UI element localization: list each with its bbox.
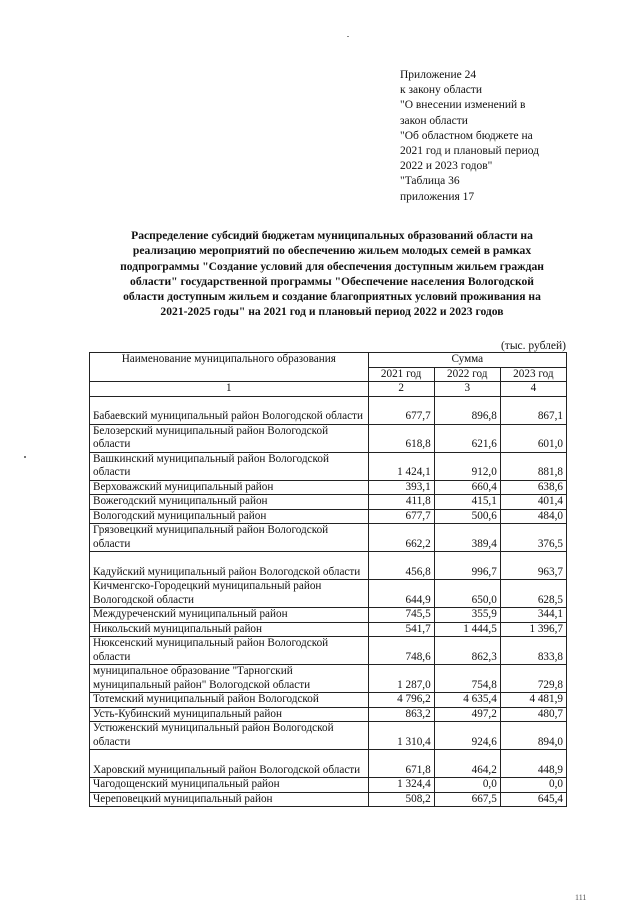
value-2022: 667,5 bbox=[434, 792, 500, 807]
subsidy-table bbox=[89, 352, 567, 807]
value-2021: 745,5 bbox=[368, 608, 434, 623]
value-2021: 644,9 bbox=[368, 580, 434, 608]
header-name: Наименование муниципального образования bbox=[90, 353, 369, 382]
value-2023: 729,8 bbox=[500, 665, 566, 693]
page-number: 111 bbox=[575, 893, 587, 902]
title-line: реализацию мероприятий по обеспечению жильем молодых семей в рамках bbox=[132, 244, 532, 258]
table-row bbox=[90, 750, 567, 778]
appendix-line: 2022 и 2023 годов" bbox=[400, 160, 493, 173]
value-2023: 628,5 bbox=[500, 580, 566, 608]
title-line: 2021-2025 годы" на 2021 год и плановый период 2022 и 2023 годов bbox=[160, 305, 504, 319]
value-2021: 1 424,1 bbox=[368, 452, 434, 480]
unit-label: (тыс. рублей) bbox=[500, 340, 566, 352]
table-row bbox=[90, 722, 567, 750]
municipality-name: Белозерский муниципальный район Вологодской области bbox=[90, 424, 369, 452]
table-row bbox=[90, 495, 567, 510]
table-colnum-row bbox=[90, 382, 567, 397]
value-2021: 456,8 bbox=[368, 552, 434, 580]
value-2021: 1 287,0 bbox=[368, 665, 434, 693]
table-row bbox=[90, 792, 567, 807]
municipality-name: Междуреченский муниципальный район bbox=[90, 608, 369, 623]
municipality-name: Вологодский муниципальный район bbox=[90, 509, 369, 524]
appendix-line: "Таблица 36 bbox=[400, 175, 460, 188]
appendix-line: 2021 год и плановый период bbox=[400, 145, 539, 158]
appendix-line: приложения 17 bbox=[400, 190, 475, 203]
table-row bbox=[90, 524, 567, 552]
table-row bbox=[90, 580, 567, 608]
municipality-name: Усть-Кубинский муниципальный район bbox=[90, 707, 369, 722]
value-2021: 671,8 bbox=[368, 750, 434, 778]
municipality-name: Вожегодский муниципальный район bbox=[90, 495, 369, 510]
value-2021: 508,2 bbox=[368, 792, 434, 807]
title-line: области доступным жильем и создание благоприятных условий проживания на bbox=[123, 290, 541, 304]
municipality-name: Тотемский муниципальный район Вологодской bbox=[90, 693, 369, 708]
title-line: подпрограммы "Создание условий для обеспечения доступным жильем граждан bbox=[120, 259, 544, 273]
header-year-2021: 2021 год bbox=[368, 367, 434, 382]
table-row bbox=[90, 509, 567, 524]
value-2023: 344,1 bbox=[500, 608, 566, 623]
scan-speck bbox=[24, 456, 26, 458]
value-2022: 355,9 bbox=[434, 608, 500, 623]
value-2021: 411,8 bbox=[368, 495, 434, 510]
value-2022: 754,8 bbox=[434, 665, 500, 693]
municipality-name: Верховажский муниципальный район bbox=[90, 480, 369, 495]
table-row bbox=[90, 552, 567, 580]
colnum-3: 3 bbox=[434, 382, 500, 397]
value-2022: 862,3 bbox=[434, 637, 500, 665]
header-sum: Сумма bbox=[368, 353, 566, 368]
value-2021: 677,7 bbox=[368, 396, 434, 424]
value-2022: 660,4 bbox=[434, 480, 500, 495]
value-2022: 415,1 bbox=[434, 495, 500, 510]
value-2022: 912,0 bbox=[434, 452, 500, 480]
table-row bbox=[90, 693, 567, 708]
table-row bbox=[90, 665, 567, 693]
value-2021: 748,6 bbox=[368, 637, 434, 665]
table-row bbox=[90, 480, 567, 495]
municipality-name: Бабаевский муниципальный район Вологодской области bbox=[90, 396, 369, 424]
municipality-name: муниципальное образование "Тарногский муниципальный район" Вологодской области bbox=[90, 665, 369, 693]
value-2023: 376,5 bbox=[500, 524, 566, 552]
table-row bbox=[90, 452, 567, 480]
municipality-name: Грязовецкий муниципальный район Вологодской области bbox=[90, 524, 369, 552]
value-2021: 677,7 bbox=[368, 509, 434, 524]
value-2023: 867,1 bbox=[500, 396, 566, 424]
value-2023: 963,7 bbox=[500, 552, 566, 580]
value-2023: 894,0 bbox=[500, 722, 566, 750]
value-2022: 464,2 bbox=[434, 750, 500, 778]
table-row bbox=[90, 396, 567, 424]
colnum-2: 2 bbox=[368, 382, 434, 397]
value-2021: 393,1 bbox=[368, 480, 434, 495]
municipality-name: Устюженский муниципальный район Вологодской области bbox=[90, 722, 369, 750]
value-2023: 1 396,7 bbox=[500, 622, 566, 637]
value-2022: 497,2 bbox=[434, 707, 500, 722]
value-2022: 0,0 bbox=[434, 778, 500, 793]
value-2021: 541,7 bbox=[368, 622, 434, 637]
table-row bbox=[90, 608, 567, 623]
value-2022: 650,0 bbox=[434, 580, 500, 608]
value-2022: 621,6 bbox=[434, 424, 500, 452]
appendix-line: "Об областном бюджете на bbox=[400, 129, 533, 142]
table-row bbox=[90, 778, 567, 793]
value-2022: 924,6 bbox=[434, 722, 500, 750]
header-year-2022: 2022 год bbox=[434, 367, 500, 382]
document-title bbox=[92, 228, 572, 320]
header-year-2023: 2023 год bbox=[500, 367, 566, 382]
colnum-1: 1 bbox=[90, 382, 369, 397]
value-2023: 401,4 bbox=[500, 495, 566, 510]
table-row bbox=[90, 424, 567, 452]
value-2022: 996,7 bbox=[434, 552, 500, 580]
value-2021: 1 324,4 bbox=[368, 778, 434, 793]
value-2021: 1 310,4 bbox=[368, 722, 434, 750]
value-2022: 500,6 bbox=[434, 509, 500, 524]
municipality-name: Харовский муниципальный район Вологодской области bbox=[90, 750, 369, 778]
colnum-4: 4 bbox=[500, 382, 566, 397]
appendix-line: закон области bbox=[400, 114, 468, 127]
value-2023: 833,8 bbox=[500, 637, 566, 665]
value-2022: 896,8 bbox=[434, 396, 500, 424]
value-2022: 4 635,4 bbox=[434, 693, 500, 708]
municipality-name: Череповецкий муниципальный район bbox=[90, 792, 369, 807]
table-row bbox=[90, 707, 567, 722]
table-row bbox=[90, 622, 567, 637]
municipality-name: Вашкинский муниципальный район Вологодской области bbox=[90, 452, 369, 480]
municipality-name: Кичменгско-Городецкий муниципальный район Вологодской области bbox=[90, 580, 369, 608]
value-2023: 448,9 bbox=[500, 750, 566, 778]
value-2022: 389,4 bbox=[434, 524, 500, 552]
value-2021: 662,2 bbox=[368, 524, 434, 552]
municipality-name: Кадуйский муниципальный район Вологодской области bbox=[90, 552, 369, 580]
value-2021: 618,8 bbox=[368, 424, 434, 452]
municipality-name: Нюксенский муниципальный район Вологодской области bbox=[90, 637, 369, 665]
value-2021: 863,2 bbox=[368, 707, 434, 722]
appendix-reference bbox=[400, 68, 600, 205]
value-2023: 601,0 bbox=[500, 424, 566, 452]
value-2022: 1 444,5 bbox=[434, 622, 500, 637]
title-line: области" государственной программы "Обеспечение населения Вологодской bbox=[130, 274, 534, 288]
value-2023: 0,0 bbox=[500, 778, 566, 793]
appendix-line: к закону области bbox=[400, 84, 483, 97]
value-2023: 480,7 bbox=[500, 707, 566, 722]
value-2023: 4 481,9 bbox=[500, 693, 566, 708]
value-2023: 484,0 bbox=[500, 509, 566, 524]
title-line: Распределение субсидий бюджетам муниципальных образований области на bbox=[131, 229, 533, 242]
value-2023: 645,4 bbox=[500, 792, 566, 807]
table-header-row bbox=[90, 353, 567, 368]
scan-speck bbox=[347, 36, 349, 37]
value-2021: 4 796,2 bbox=[368, 693, 434, 708]
appendix-line: Приложение 24 bbox=[400, 69, 477, 81]
appendix-line: "О внесении изменений в bbox=[400, 99, 526, 112]
value-2023: 638,6 bbox=[500, 480, 566, 495]
value-2023: 881,8 bbox=[500, 452, 566, 480]
municipality-name: Чагодощенский муниципальный район bbox=[90, 778, 369, 793]
table-row bbox=[90, 637, 567, 665]
municipality-name: Никольский муниципальный район bbox=[90, 622, 369, 637]
